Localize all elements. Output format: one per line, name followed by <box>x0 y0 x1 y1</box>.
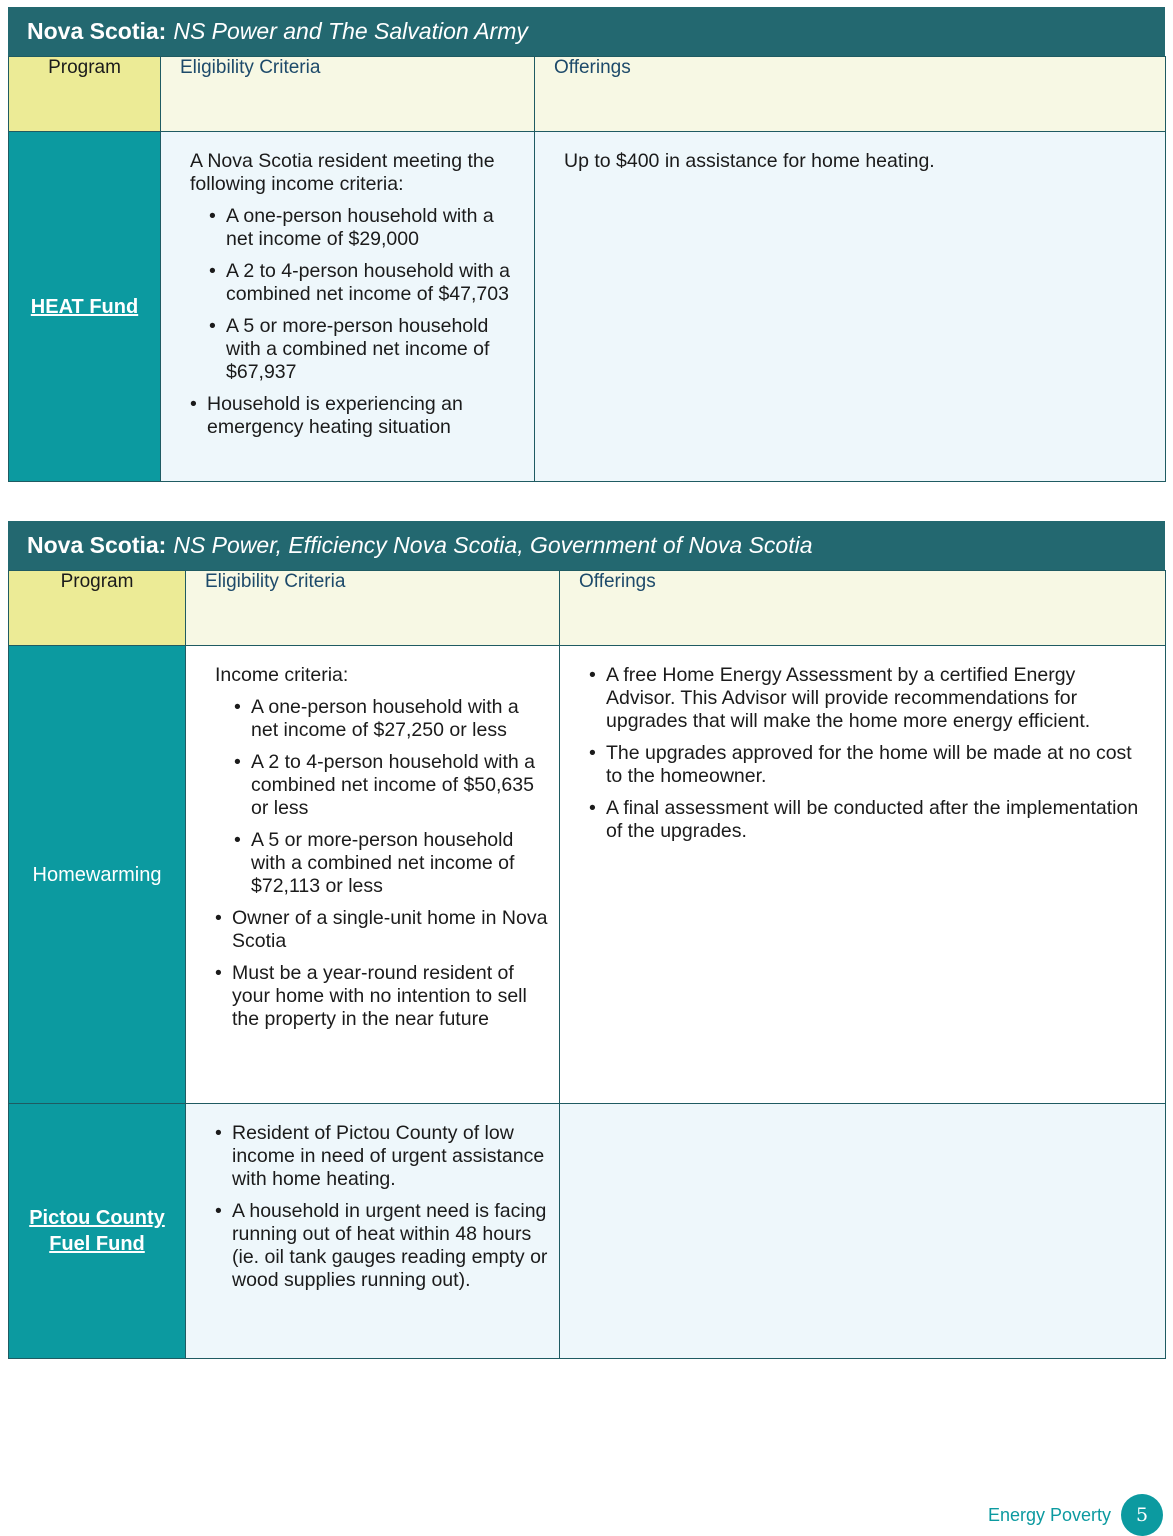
organizations-label: NS Power and The Salvation Army <box>173 18 528 44</box>
table-title-bar <box>8 7 1165 56</box>
table-row <box>9 1104 1166 1359</box>
header-eligibility: Eligibility Criteria <box>161 57 535 132</box>
list-item: • A 2 to 4-person household with a combined net income of $50,635 or less <box>234 751 551 820</box>
table-row <box>9 646 1166 1104</box>
header-program: Program <box>9 571 186 646</box>
eligibility-cell <box>186 646 560 1104</box>
table-section-homewarming <box>8 521 1165 1359</box>
offerings-list <box>589 664 1145 843</box>
province-label: Nova Scotia: <box>27 532 167 558</box>
table-header-row <box>9 571 1166 646</box>
list-item: • A one-person household with a net income of $29,000 <box>209 205 526 251</box>
list-item: • A 2 to 4-person household with a combined net income of $47,703 <box>209 260 526 306</box>
province-label: Nova Scotia: <box>27 18 167 44</box>
page-footer <box>988 1494 1163 1536</box>
list-item: • A household in urgent need is facing running out of heat within 48 hours (ie. oil tank gauges reading empty or wood supplies running out). <box>215 1200 551 1292</box>
list-item: • Owner of a single-unit home in Nova Scotia <box>215 907 551 953</box>
program-cell <box>9 1104 186 1359</box>
table-section-heat-fund <box>8 7 1165 482</box>
offerings-cell <box>560 646 1166 1104</box>
list-item: • Resident of Pictou County of low income in need of urgent assistance with home heating. <box>215 1122 551 1191</box>
program-link-heat-fund[interactable]: HEAT Fund <box>30 295 139 318</box>
program-link-line: Pictou County <box>29 1207 165 1229</box>
header-program: Program <box>9 57 161 132</box>
eligibility-sub-list <box>234 696 551 898</box>
header-offerings: Offerings <box>535 57 1166 132</box>
list-item: • The upgrades approved for the home will be made at no cost to the homeowner. <box>589 742 1145 788</box>
list-item: • Household is experiencing an emergency heating situation <box>190 393 526 439</box>
header-offerings: Offerings <box>560 571 1166 646</box>
header-eligibility: Eligibility Criteria <box>186 571 560 646</box>
eligibility-list <box>215 1122 551 1292</box>
program-name-homewarming: Homewarming <box>32 863 162 886</box>
offerings-cell <box>535 132 1166 482</box>
offering-text: Up to $400 in assistance for home heating. <box>564 150 935 172</box>
program-link-pictou-county-fuel-fund[interactable] <box>29 1207 165 1255</box>
list-item: • A 5 or more-person household with a combined net income of $67,937 <box>209 315 526 384</box>
list-item: • A free Home Energy Assessment by a certified Energy Advisor. This Advisor will provide recommendations for upgrades that will make the home more energy efficient. <box>589 664 1145 733</box>
program-link-line: Fuel Fund <box>49 1233 145 1255</box>
table-header-row <box>9 57 1166 132</box>
program-cell <box>9 646 186 1104</box>
page-number-badge: 5 <box>1121 1494 1163 1536</box>
list-item: • Must be a year-round resident of your home with no intention to sell the property in the near future <box>215 962 551 1031</box>
program-table <box>8 570 1166 1359</box>
table-title-bar <box>8 521 1165 570</box>
organizations-label: NS Power, Efficiency Nova Scotia, Government of Nova Scotia <box>173 532 813 558</box>
list-item: • A one-person household with a net income of $27,250 or less <box>234 696 551 742</box>
program-table <box>8 56 1166 482</box>
program-cell <box>9 132 161 482</box>
offerings-cell-empty <box>560 1104 1166 1359</box>
eligibility-list <box>215 907 551 1031</box>
eligibility-list <box>190 393 526 439</box>
eligibility-cell <box>186 1104 560 1359</box>
eligibility-cell <box>161 132 535 482</box>
eligibility-sub-list <box>209 205 526 384</box>
footer-section-label: Energy Poverty <box>987 1504 1111 1525</box>
eligibility-intro: A Nova Scotia resident meeting the following income criteria: <box>190 150 495 195</box>
list-item: • A final assessment will be conducted after the implementation of the upgrades. <box>589 797 1145 843</box>
list-item: • A 5 or more-person household with a combined net income of $72,113 or less <box>234 829 551 898</box>
eligibility-intro: Income criteria: <box>215 664 349 686</box>
table-row <box>9 132 1166 482</box>
